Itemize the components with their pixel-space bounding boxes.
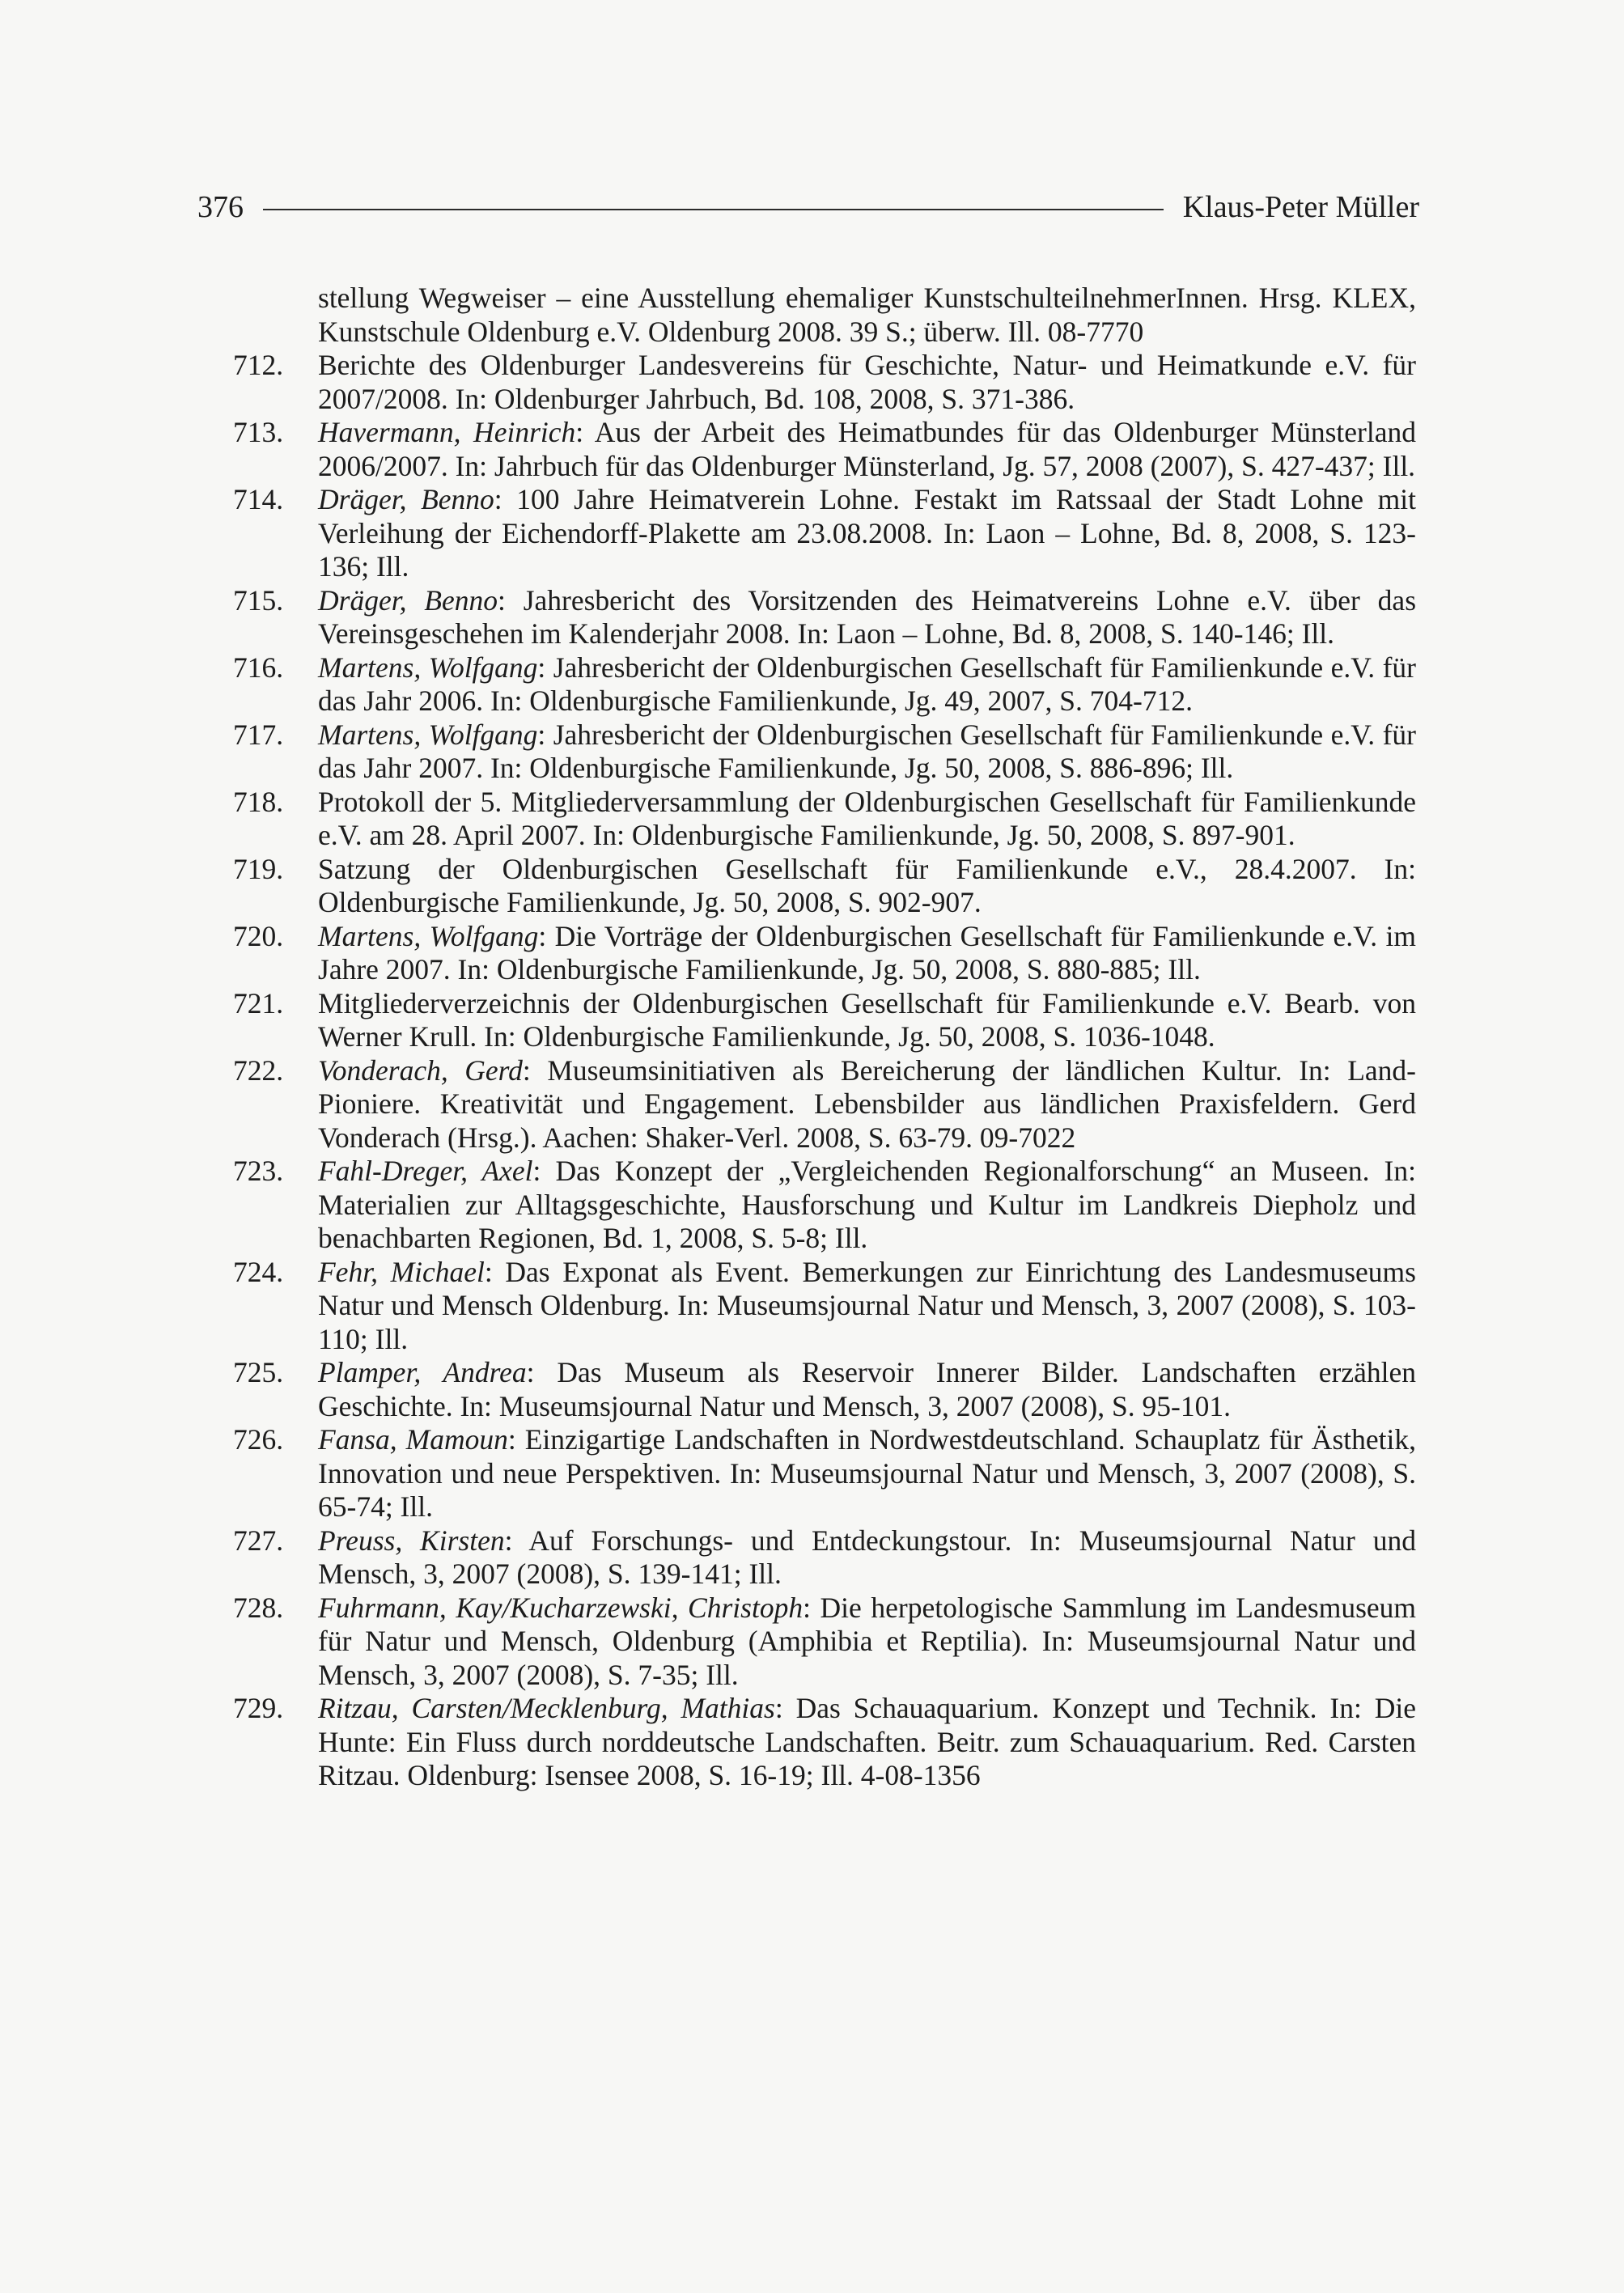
bibliography-list	[233, 282, 1416, 1793]
entry-citation: : Einzigartige Landschaften in Nordwestdeutschland. Schauplatz für Ästhetik, Innovation und neue Perspektiven. In: Museumsjournal Natur und Mensch, 3, 2007 (2008), S. 65-74; Ill.	[318, 1423, 1416, 1523]
bibliography-entry	[233, 718, 1416, 786]
entry-number: 728.	[233, 1591, 284, 1624]
entry-author: Martens, Wolfgang	[318, 651, 538, 684]
bibliography-entry	[233, 1054, 1416, 1155]
bibliography-entry	[233, 1155, 1416, 1256]
page-number: 376	[197, 190, 244, 224]
entry-author: Fehr, Michael	[318, 1255, 485, 1288]
entry-author: Fuhrmann, Kay/Kucharzewski, Christoph	[318, 1591, 804, 1624]
entry-author: Plamper, Andrea	[318, 1356, 527, 1388]
entry-text	[318, 1256, 1416, 1357]
entry-text	[318, 1054, 1416, 1155]
entry-author: Martens, Wolfgang	[318, 919, 539, 952]
entry-text	[318, 718, 1416, 786]
entry-text	[318, 651, 1416, 718]
bibliography-entry	[233, 1692, 1416, 1793]
entry-text	[318, 1692, 1416, 1793]
entry-list	[233, 349, 1416, 1793]
entry-text	[318, 1155, 1416, 1256]
entry-citation: : Jahresbericht des Vorsitzenden des Heimatvereins Lohne e.V. über das Vereinsgeschehen im Kalenderjahr 2008. In: Laon – Lohne, Bd. 8, 2008, S. 140-146; Ill.	[318, 583, 1417, 650]
entry-number: 717.	[233, 718, 284, 751]
entry-number: 721.	[233, 986, 284, 1019]
bibliography-entry	[233, 651, 1416, 718]
entry-citation: : Das Exponat als Event. Bemerkungen zur Einrichtung des Landesmuseums Natur und Mensch Oldenburg. In: Museumsjournal Natur und Mensch, 3, 2007 (2008), S. 103-110; Ill.	[318, 1255, 1416, 1355]
entry-citation: Berichte des Oldenburger Landesvereins für Geschichte, Natur- und Heimatkunde e.V. für 2007/2008. In: Oldenburger Jahrbuch, Bd. 108, 2008, S. 371-386.	[318, 349, 1416, 415]
entry-author: Preuss, Kirsten	[318, 1524, 505, 1557]
entry-text	[318, 987, 1416, 1054]
entry-author: Martens, Wolfgang	[318, 718, 538, 751]
entry-number: 720.	[233, 919, 284, 952]
entry-text	[318, 483, 1416, 584]
bibliography-entry	[233, 987, 1416, 1054]
entry-citation: Mitgliederverzeichnis der Oldenburgischen Gesellschaft für Familienkunde e.V. Bearb. von Werner Krull. In: Oldenburgische Familienkunde, Jg. 50, 2008, S. 1036-1048.	[318, 986, 1416, 1053]
entry-number: 713.	[233, 416, 284, 448]
entry-author: Vonderach, Gerd	[318, 1053, 523, 1087]
running-header	[197, 183, 1419, 231]
entry-citation: Protokoll der 5. Mitgliederversammlung der Oldenburgischen Gesellschaft für Familienkunde e.V. am 28. April 2007. In: Oldenburgische Familienkunde, Jg. 50, 2008, S. 897-901.	[318, 785, 1416, 851]
entry-number: 712.	[233, 349, 284, 381]
entry-citation: : Jahresbericht der Oldenburgischen Gesellschaft für Familienkunde e.V. für das Jahr 2006. In: Oldenburgische Familienkunde, Jg. 49, 2007, S. 704-712.	[318, 651, 1416, 717]
entry-citation: : Aus der Arbeit des Heimatbundes für das Oldenburger Münsterland 2006/2007. In: Jahrbuch für das Oldenburger Münsterland, Jg. 57, 2008 (2007), S. 427-437; Ill.	[318, 416, 1416, 482]
entry-text	[318, 1423, 1416, 1524]
entry-text	[318, 1356, 1416, 1423]
bibliography-entry	[233, 1423, 1416, 1524]
entry-citation: : 100 Jahre Heimatverein Lohne. Festakt im Ratssaal der Stadt Lohne mit Verleihung der Eichendorff-Plakette am 23.08.2008. In: Laon – Lohne, Bd. 8, 2008, S. 123-136; Ill.	[318, 483, 1417, 583]
bibliography-entry	[233, 1256, 1416, 1357]
bibliography-entry	[233, 1592, 1416, 1693]
bibliography-entry	[233, 416, 1416, 483]
bibliography-entry	[233, 1524, 1416, 1592]
bibliography-entry	[233, 853, 1416, 920]
entry-author: Fansa, Mamoun	[318, 1423, 508, 1456]
entry-text	[318, 1592, 1416, 1693]
entry-number: 727.	[233, 1524, 284, 1557]
bibliography-entry	[233, 349, 1416, 416]
entry-citation: : Das Konzept der „Vergleichenden Regionalforschung“ an Museen. In: Materialien zur Alltagsgeschichte, Hausforschung und Kultur im Landkreis Diepholz und benachbarten Regionen, Bd. 1, 2008, S. 5-8; Ill.	[318, 1155, 1416, 1254]
entry-text	[318, 584, 1416, 651]
running-head: Klaus-Peter Müller	[1182, 190, 1419, 224]
bibliography-entry	[233, 920, 1416, 987]
bibliography-entry	[233, 1356, 1416, 1423]
entry-text	[318, 1524, 1416, 1592]
entry-number: 719.	[233, 852, 284, 885]
bibliography-entry	[233, 786, 1416, 853]
entry-citation: : Die Vorträge der Oldenburgischen Gesellschaft für Familienkunde e.V. im Jahre 2007. In: Oldenburgische Familienkunde, Jg. 50, 2008, S. 880-885; Ill.	[318, 919, 1416, 985]
bibliography-entry	[233, 584, 1416, 651]
entry-number: 724.	[233, 1255, 284, 1288]
entry-number: 714.	[233, 483, 284, 515]
entry-text	[318, 853, 1416, 920]
entry-number: 716.	[233, 651, 284, 684]
entry-text	[318, 786, 1416, 853]
entry-citation: : Auf Forschungs- und Entdeckungstour. In: Museumsjournal Natur und Mensch, 3, 2007 (2008), S. 139-141; Ill.	[318, 1524, 1416, 1590]
entry-author: Dräger, Benno	[318, 583, 498, 617]
entry-citation: : Das Museum als Reservoir Innerer Bilder. Landschaften erzählen Geschichte. In: Museumsjournal Natur und Mensch, 3, 2007 (2008), S. 95-101.	[318, 1356, 1416, 1422]
header-rule	[263, 209, 1164, 210]
entry-text	[318, 416, 1416, 483]
continued-entry: stellung Wegweiser – eine Ausstellung ehemaliger KunstschulteilnehmerInnen. Hrsg. KLEX, Kunstschule Oldenburg e.V. Oldenburg 2008. 39 S.; überw. Ill. 08-7770	[318, 282, 1416, 348]
entry-number: 718.	[233, 785, 284, 818]
entry-citation: Satzung der Oldenburgischen Gesellschaft für Familienkunde e.V., 28.4.2007. In: Oldenburgische Familienkunde, Jg. 50, 2008, S. 902-907.	[318, 852, 1416, 918]
entry-citation: : Die herpetologische Sammlung im Landesmuseum für Natur und Mensch, Oldenburg (Amphibia et Reptilia). In: Museumsjournal Natur und Mensch, 3, 2007 (2008), S. 7-35; Ill.	[318, 1591, 1417, 1691]
entry-author: Fahl-Dreger, Axel	[318, 1155, 533, 1187]
entry-author: Ritzau, Carsten/Mecklenburg, Mathias	[318, 1692, 775, 1724]
entry-citation: : Das Schauaquarium. Konzept und Technik. In: Die Hunte: Ein Fluss durch norddeutsche Landschaften. Beitr. zum Schauaquarium. Red. Carsten Ritzau. Oldenburg: Isensee 2008, S. 16-19; Ill. 4-08-1356	[318, 1692, 1416, 1791]
entry-citation: : Jahresbericht der Oldenburgischen Gesellschaft für Familienkunde e.V. für das Jahr 2007. In: Oldenburgische Familienkunde, Jg. 50, 2008, S. 886-896; Ill.	[318, 718, 1416, 784]
entry-author: Dräger, Benno	[318, 483, 494, 515]
entry-number: 723.	[233, 1155, 284, 1187]
entry-number: 722.	[233, 1053, 284, 1087]
entry-number: 726.	[233, 1423, 284, 1456]
entry-text	[318, 349, 1416, 416]
entry-author: Havermann, Heinrich	[318, 416, 576, 448]
entry-text	[318, 920, 1416, 987]
entry-number: 729.	[233, 1692, 284, 1724]
entry-number: 715.	[233, 583, 284, 617]
entry-citation: : Museumsinitiativen als Bereicherung der ländlichen Kultur. In: Land-Pioniere. Kreativität und Engagement. Lebensbilder aus ländlichen Praxisfeldern. Gerd Vonderach (Hrsg.). Aachen: Shaker-Verl. 2008, S. 63-79. 09-7022	[318, 1053, 1416, 1154]
entry-number: 725.	[233, 1356, 284, 1388]
bibliography-entry	[233, 483, 1416, 584]
